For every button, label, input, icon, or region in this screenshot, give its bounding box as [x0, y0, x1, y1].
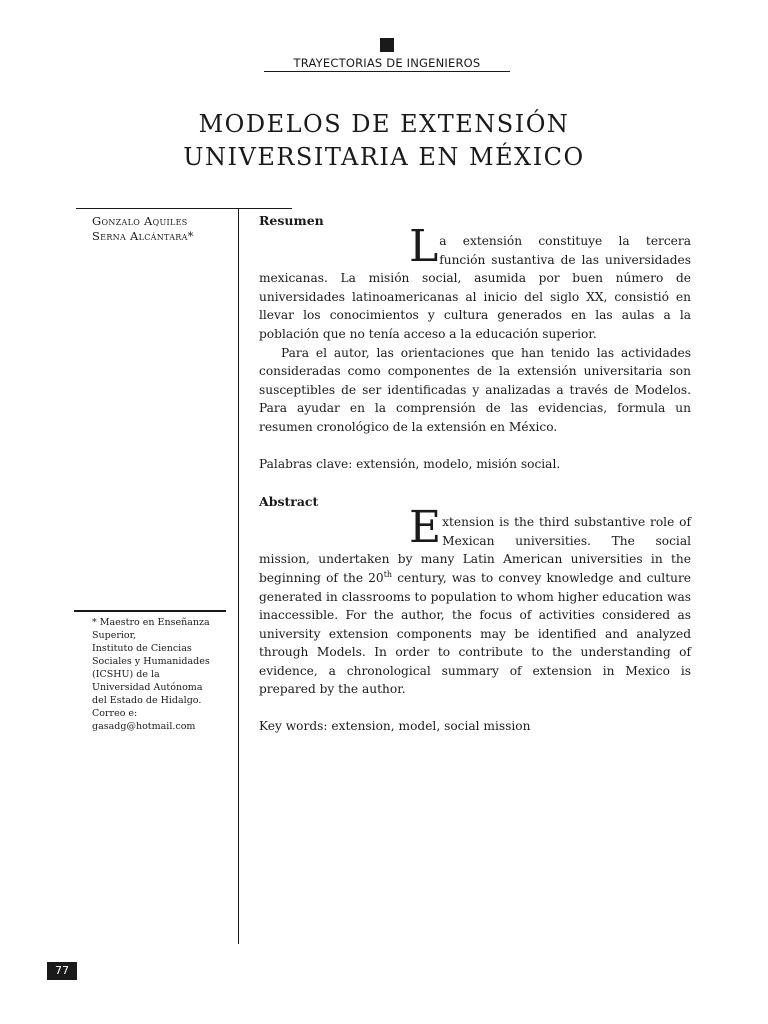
article-title — [100, 108, 668, 174]
main-column — [259, 212, 691, 736]
footnote-line: * Maestro en Enseñanza — [92, 617, 210, 628]
footnote-line: Sociales y Humanidades — [92, 656, 210, 667]
top-rule — [76, 208, 292, 209]
abstract-text-a: xtension is the third substantive role of Mexican universities. The social mission, undertaken by many Latin American universities in the beginning of the 20 — [259, 515, 691, 585]
abstract-superscript: th — [383, 569, 393, 579]
page-number: 77 — [47, 962, 77, 980]
footnote-rule — [74, 610, 226, 612]
footnote-line: Universidad Autónoma — [92, 682, 203, 693]
resumen-dropcap: L — [409, 221, 439, 272]
footnote-line: Correo e: — [92, 708, 138, 719]
title-line-1: MODELOS DE EXTENSIÓN — [198, 110, 570, 138]
author-footnote — [92, 616, 232, 733]
author-line-2: Serna Alcántara* — [92, 229, 194, 243]
abstract-heading: Abstract — [259, 494, 319, 510]
footnote-line: del Estado de Hidalgo. — [92, 695, 202, 706]
header-square — [380, 38, 394, 52]
abstract-dropcap: E — [409, 502, 442, 554]
title-line-2: UNIVERSITARIA EN MÉXICO — [183, 143, 585, 171]
resumen-paragraph-1 — [259, 221, 691, 344]
abstract-text-b: century, was to convey knowledge and culture generated in classrooms to population to whom higher education was inaccessible. For the author, the focus of activities considered as university extension components may be identified and analyzed through Models. In order to contribute to the understanding of evidence, a chronological summary of extension in Mexico is prepared by the author. — [259, 570, 691, 697]
abstract-keywords: Key words: extension, model, social mission — [259, 719, 531, 734]
author-line-1: Gonzalo Aquiles — [92, 214, 188, 228]
resumen-paragraph-2: Para el autor, las orientaciones que han tenido las actividades consideradas como componentes de la extensión universitaria son susceptibles de ser identificadas y analizadas a través de Modelos. Para ayudar en la comprensión de las evidencias, formula un resumen cronológico de la extensión en México. — [259, 345, 691, 434]
footnote-line: Superior, — [92, 630, 137, 641]
footnote-line: (ICSHU) de la — [92, 669, 160, 680]
resumen-keywords: Palabras clave: extensión, modelo, misión social. — [259, 456, 561, 471]
footnote-line: Instituto de Ciencias — [92, 643, 192, 654]
author-name — [92, 214, 232, 244]
column-divider — [238, 208, 239, 944]
resumen-paragraph-1-text: a extensión constituye la tercera función sustantiva de las universidades mexicanas. La misión social, asumida por buen número de universidades latinoamericanas al inicio del siglo XX, consistió en llevar los conocimientos y cultura generados en las aulas a la población que no tenía acceso a la educación superior. — [259, 234, 691, 341]
footnote-email: gasadg@hotmail.com — [92, 721, 196, 732]
section-label: TRAYECTORIAS DE INGENIEROS — [264, 56, 510, 72]
resumen-heading: Resumen — [259, 213, 324, 228]
